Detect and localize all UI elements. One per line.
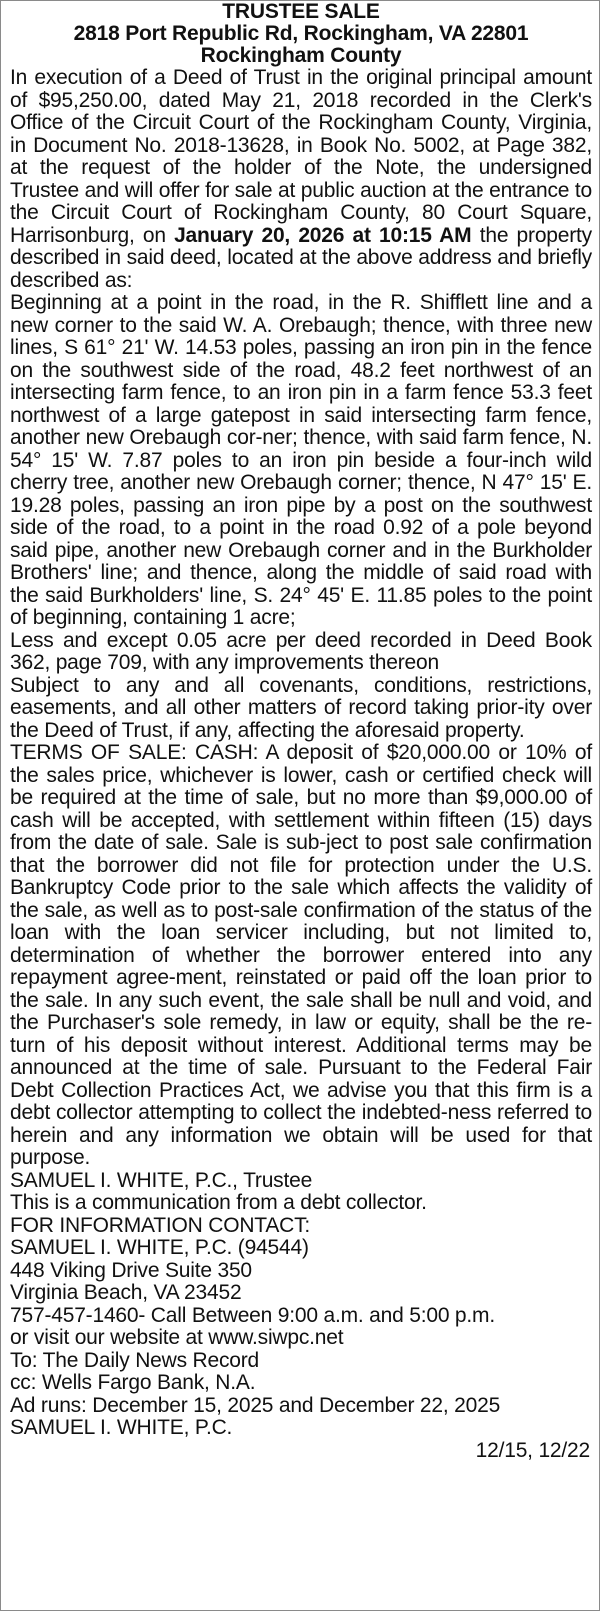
property-address: 2818 Port Republic Rd, Rockingham, VA 22801: [73, 22, 529, 45]
sale-datetime: January 20, 2026 at 10:15 AM: [174, 223, 472, 247]
contact-website: or visit our website at www.siwpc.net: [10, 1326, 344, 1349]
subject-to-clause: Subject to any and all covenants, conditions, restrictions, easements, and all other matters of record taking prior-ity over the Deed of Trust, if any, affecting the aforesaid property.: [10, 673, 592, 742]
intro-paragraph: [10, 67, 592, 292]
property-county: Rockingham County: [200, 44, 402, 67]
notice-title: TRUSTEE SALE: [222, 0, 380, 23]
run-dates-footer: 12/15, 12/22: [475, 1438, 590, 1462]
intro-text-after: the property described in said deed, located at the above address and briefly described as:: [10, 223, 592, 292]
trustee-line: SAMUEL I. WHITE, P.C., Trustee: [10, 1168, 313, 1192]
signature-line: SAMUEL I. WHITE, P.C.: [10, 1416, 233, 1439]
contact-city: Virginia Beach, VA 23452: [10, 1281, 242, 1304]
distribution-to: To: The Daily News Record: [10, 1348, 260, 1372]
contact-street: 448 Viking Drive Suite 350: [10, 1258, 252, 1282]
contact-phone: 757-457-1460- Call Between 9:00 a.m. and 5:00 p.m.: [10, 1303, 495, 1327]
ad-run-dates: Ad runs: December 15, 2025 and December 22, 2025: [10, 1393, 501, 1417]
contact-heading: FOR INFORMATION CONTACT:: [10, 1213, 311, 1237]
distribution-cc: cc: Wells Fargo Bank, N.A.: [10, 1371, 256, 1394]
legal-description: Beginning at a point in the road, in the R. Shifflett line and a new corner to the said W. A. Orebaugh; thence, with three new lines, S 61° 21' W. 14.53 poles, passing an iron pin in the fence on the southwest side of the road, 48.2 feet northwest of an intersecting farm fence, to an iron pin in a farm fence 53.3 feet northwest of a large gatepost in said intersecting farm fence, another new Orebaugh cor-ner; thence, with said farm fence, N. 54° 15' W. 7.87 poles to an iron pin beside a four-inch wild cherry tree, another new Orebaugh corner; thence, N 47° 15' E. 19.28 poles, passing an iron pipe by a post on the southwest side of the road, to a point in the road 0.92 of a pole beyond said pipe, another new Orebaugh corner and in the Burkholder Brothers' line; and thence, along the middle of said road with the said Burkholders' line, S. 24° 45' E. 11.85 poles to the point of beginning, containing 1 acre;: [10, 291, 592, 629]
terms-of-sale: TERMS OF SALE: CASH: A deposit of $20,000.00 or 10% of the sales price, whichever is lower, cash or certified check will be required at the time of sale, but no more than $9,000.00 of cash will be accepted, with settlement within fifteen (15) days from the date of sale. Sale is sub-ject to post sale confirmation that the borrower did not file for protection under the U.S. Bankruptcy Code prior to the sale which affects the validity of the sale, as well as to post-sale confirmation of the status of the loan with the loan servicer including, but not limited to, determination of whether the borrower entered into any repayment agree-ment, reinstated or paid off the loan prior to the sale. In any such event, the sale shall be null and void, and the Purchaser's sole remedy, in law or equity, shall be the re-turn of his deposit without interest. Additional terms may be announced at the time of sale. Pursuant to the Federal Fair Debt Collection Practices Act, we advise you that this firm is a debt collector attempting to collect the indebted-ness referred to herein and any information we obtain will be used for that purpose.: [10, 741, 592, 1169]
exception-clause: Less and except 0.05 acre per deed recorded in Deed Book 362, page 709, with any improvements thereon: [10, 628, 592, 674]
intro-text-before: In execution of a Deed of Trust in the original principal amount of $95,250.00, dated May 21, 2018 recorded in the Clerk's Office of the Circuit Court of the Rockingham County, Virginia, in Document No. 2018-13628, in Book No. 5002, at Page 382, at the request of the holder of the Note, the undersigned Trustee and will offer for sale at public auction at the entrance to the Circuit Court of Rockingham County, 80 Court Square, Harrisonburg, on: [10, 66, 592, 247]
debt-collector-notice: This is a communication from a debt collector.: [10, 1191, 427, 1214]
contact-firm: SAMUEL I. WHITE, P.C. (94544): [10, 1236, 309, 1259]
